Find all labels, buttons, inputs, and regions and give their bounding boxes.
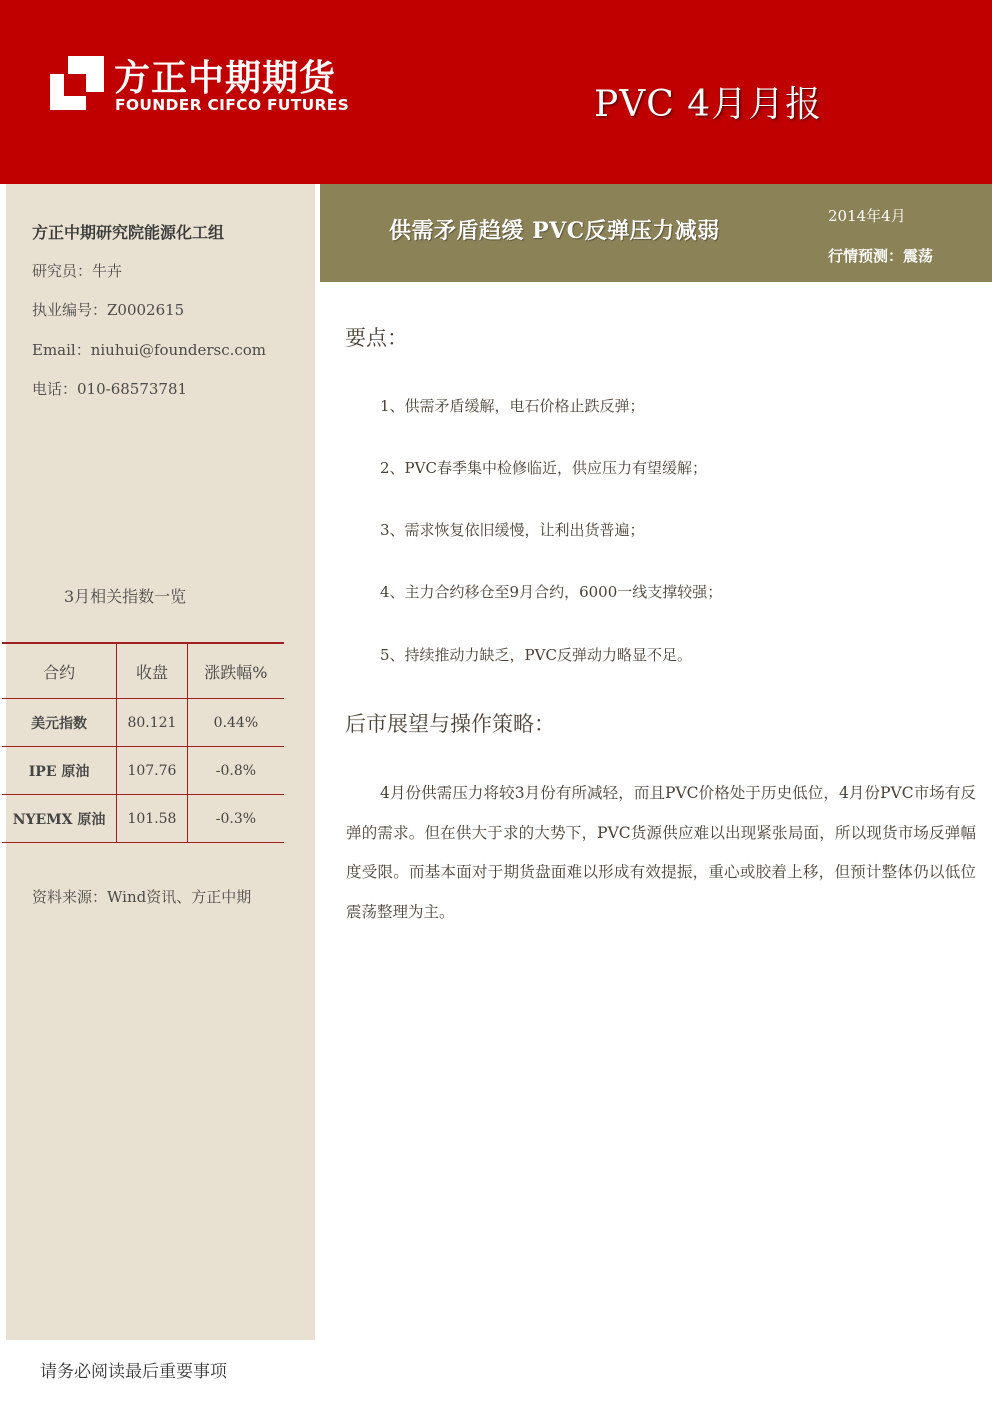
data-source: 资料来源：Wind资讯、方正中期 xyxy=(32,888,252,906)
table-row xyxy=(2,747,284,795)
list-item: 4、主力合约移仓至9月合约，6000一线支撑较强； xyxy=(380,583,723,601)
footer-notice: 请务必阅读最后重要事项 xyxy=(40,1362,227,1382)
outlook-paragraph: 4月份供需压力将较3月份有所减轻，而且PVC价格处于历史低位，4月份PVC市场有反弹的需求。但在供大于求的大势下，PVC货源供应难以出现紧张局面，所以现货市场反弹幅度受限。而基本面对于期货盘面难以形成有效提振，重心或胶着上移，但预计整体仍以低位震荡整理为主。 xyxy=(346,784,976,921)
list-item: 3、需求恢复依旧缓慢，让利出货普遍； xyxy=(380,521,645,539)
table-cell: 107.76 xyxy=(117,747,188,795)
license-number: 执业编号：Z0002615 xyxy=(32,301,185,319)
table-cell: 80.121 xyxy=(117,699,188,747)
table-row xyxy=(2,699,284,747)
table-header-cell: 涨跌幅% xyxy=(204,662,268,682)
table-cell: 101.58 xyxy=(117,795,188,843)
table-cell: -0.3% xyxy=(215,810,257,827)
report-date: 2014年4月 xyxy=(828,207,906,225)
list-item: 2、PVC春季集中检修临近，供应压力有望缓解； xyxy=(380,459,707,477)
header-banner xyxy=(0,0,992,184)
company-logo-icon xyxy=(48,54,106,112)
table-cell: 美元指数 xyxy=(2,699,117,747)
research-group: 方正中期研究院能源化工组 xyxy=(32,223,225,242)
researcher-name: 研究员：牛卉 xyxy=(32,262,123,280)
table-title: 3月相关指数一览 xyxy=(64,587,187,606)
phone-contact: 电话：010-68573781 xyxy=(32,380,188,398)
table-cell: 0.44% xyxy=(213,714,259,731)
market-forecast: 行情预测：震荡 xyxy=(828,247,934,265)
brand-name-cn: 方正中期期货 xyxy=(114,58,337,99)
table-header-cell: 合约 xyxy=(2,643,117,699)
table-cell: IPE 原油 xyxy=(2,747,117,795)
list-item: 1、供需矛盾缓解，电石价格止跌反弹； xyxy=(380,397,645,415)
table-header-row xyxy=(2,643,284,699)
key-points-heading: 要点： xyxy=(345,326,408,350)
brand-name-en: FOUNDER CIFCO FUTURES xyxy=(115,96,350,114)
email-contact: Email：niuhui@foundersc.com xyxy=(32,341,267,359)
report-title: PVC 4月月报 xyxy=(594,84,823,125)
table-cell: -0.8% xyxy=(215,762,257,779)
table-row xyxy=(2,795,284,843)
table-cell: NYEMX 原油 xyxy=(2,795,117,843)
outlook-heading: 后市展望与操作策略： xyxy=(345,712,555,736)
table-header-cell: 收盘 xyxy=(117,643,188,699)
headline: 供需矛盾趋缓 PVC反弹压力减弱 xyxy=(389,218,720,244)
index-table xyxy=(2,642,284,843)
list-item: 5、持续推动力缺乏，PVC反弹动力略显不足。 xyxy=(380,646,692,664)
